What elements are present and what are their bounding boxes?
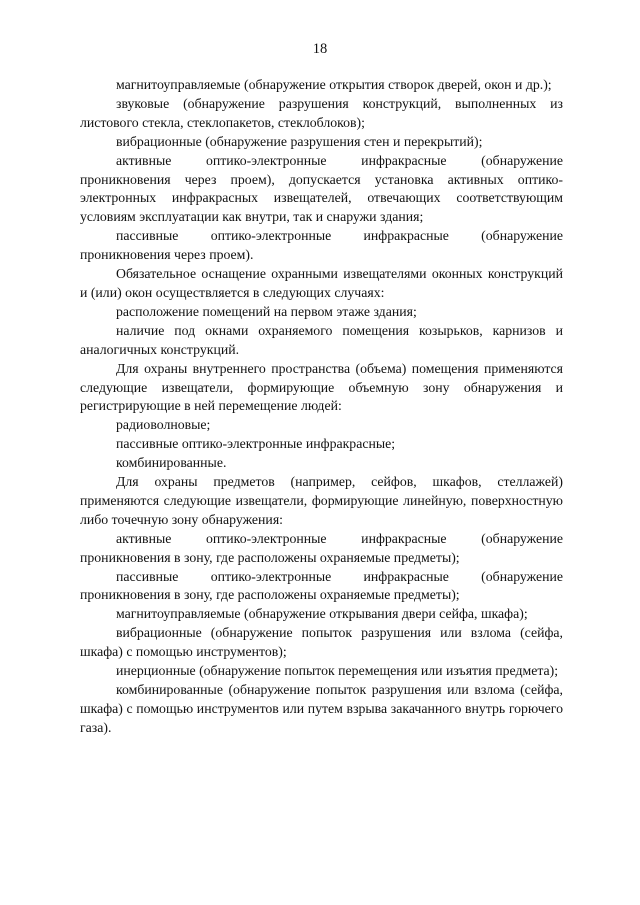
- paragraph: радиоволновые;: [116, 417, 211, 433]
- paragraph: активные оптико-электронные инфракрасные (обнаружение проникновения в зону, где расположены охраняемые предметы);: [80, 530, 563, 565]
- paragraph: звуковые (обнаружение разрушения конструкций, выполненных из листового стекла, стеклопакетов, стеклоблоков);: [80, 95, 563, 130]
- paragraph: вибрационные (обнаружение разрушения стен и перекрытий);: [116, 133, 483, 149]
- paragraph: пассивные оптико-электронные инфракрасные;: [116, 436, 396, 452]
- paragraph: вибрационные (обнаружение попыток разрушения или взлома (сейфа, шкафа) с помощью инструментов);: [80, 625, 563, 660]
- paragraph: Обязательное оснащение охранными извещателями оконных конструкций и (или) окон осуществляется в следующих случаях:: [80, 266, 563, 300]
- paragraph: инерционные (обнаружение попыток перемещения или изъятия предмета);: [116, 663, 559, 679]
- paragraph: активные оптико-электронные инфракрасные (обнаружение проникновения через проем), допускается установка активных оптико-электронных инфракрасных извещателей, отвечающих соответствующим условиям эксплуатации как внутри, так и снаружи здания;: [80, 152, 563, 225]
- paragraph: пассивные оптико-электронные инфракрасные (обнаружение проникновения в зону, где расположены охраняемые предметы);: [80, 568, 563, 603]
- paragraph: Для охраны предметов (например, сейфов, шкафов, стеллажей) применяются следующие извещатели, формирующие линейную, поверхностную либо точечную зону обнаружения:: [80, 474, 563, 527]
- paragraph: Для охраны внутреннего пространства (объема) помещения применяются следующие извещатели, формирующие объемную зону обнаружения и регистрирующие в ней перемещение людей:: [80, 360, 563, 414]
- document-body: [80, 76, 563, 738]
- paragraph: комбинированные (обнаружение попыток разрушения или взлома (сейфа, шкафа) с помощью инструментов или путем взрыва закачанного внутрь горючего газа).: [80, 682, 563, 735]
- paragraph: пассивные оптико-электронные инфракрасные (обнаружение проникновения через проем).: [80, 228, 563, 263]
- paragraph: магнитоуправляемые (обнаружение открытия створок дверей, окон и др.);: [116, 77, 552, 92]
- paragraph: магнитоуправляемые (обнаружение открывания двери сейфа, шкафа);: [116, 606, 528, 622]
- paragraph: наличие под окнами охраняемого помещения козырьков, карнизов и аналогичных конструкций.: [80, 322, 563, 357]
- page-number: 18: [312, 41, 328, 57]
- paragraph: расположение помещений на первом этаже здания;: [116, 303, 417, 319]
- paragraph: комбинированные.: [116, 455, 227, 471]
